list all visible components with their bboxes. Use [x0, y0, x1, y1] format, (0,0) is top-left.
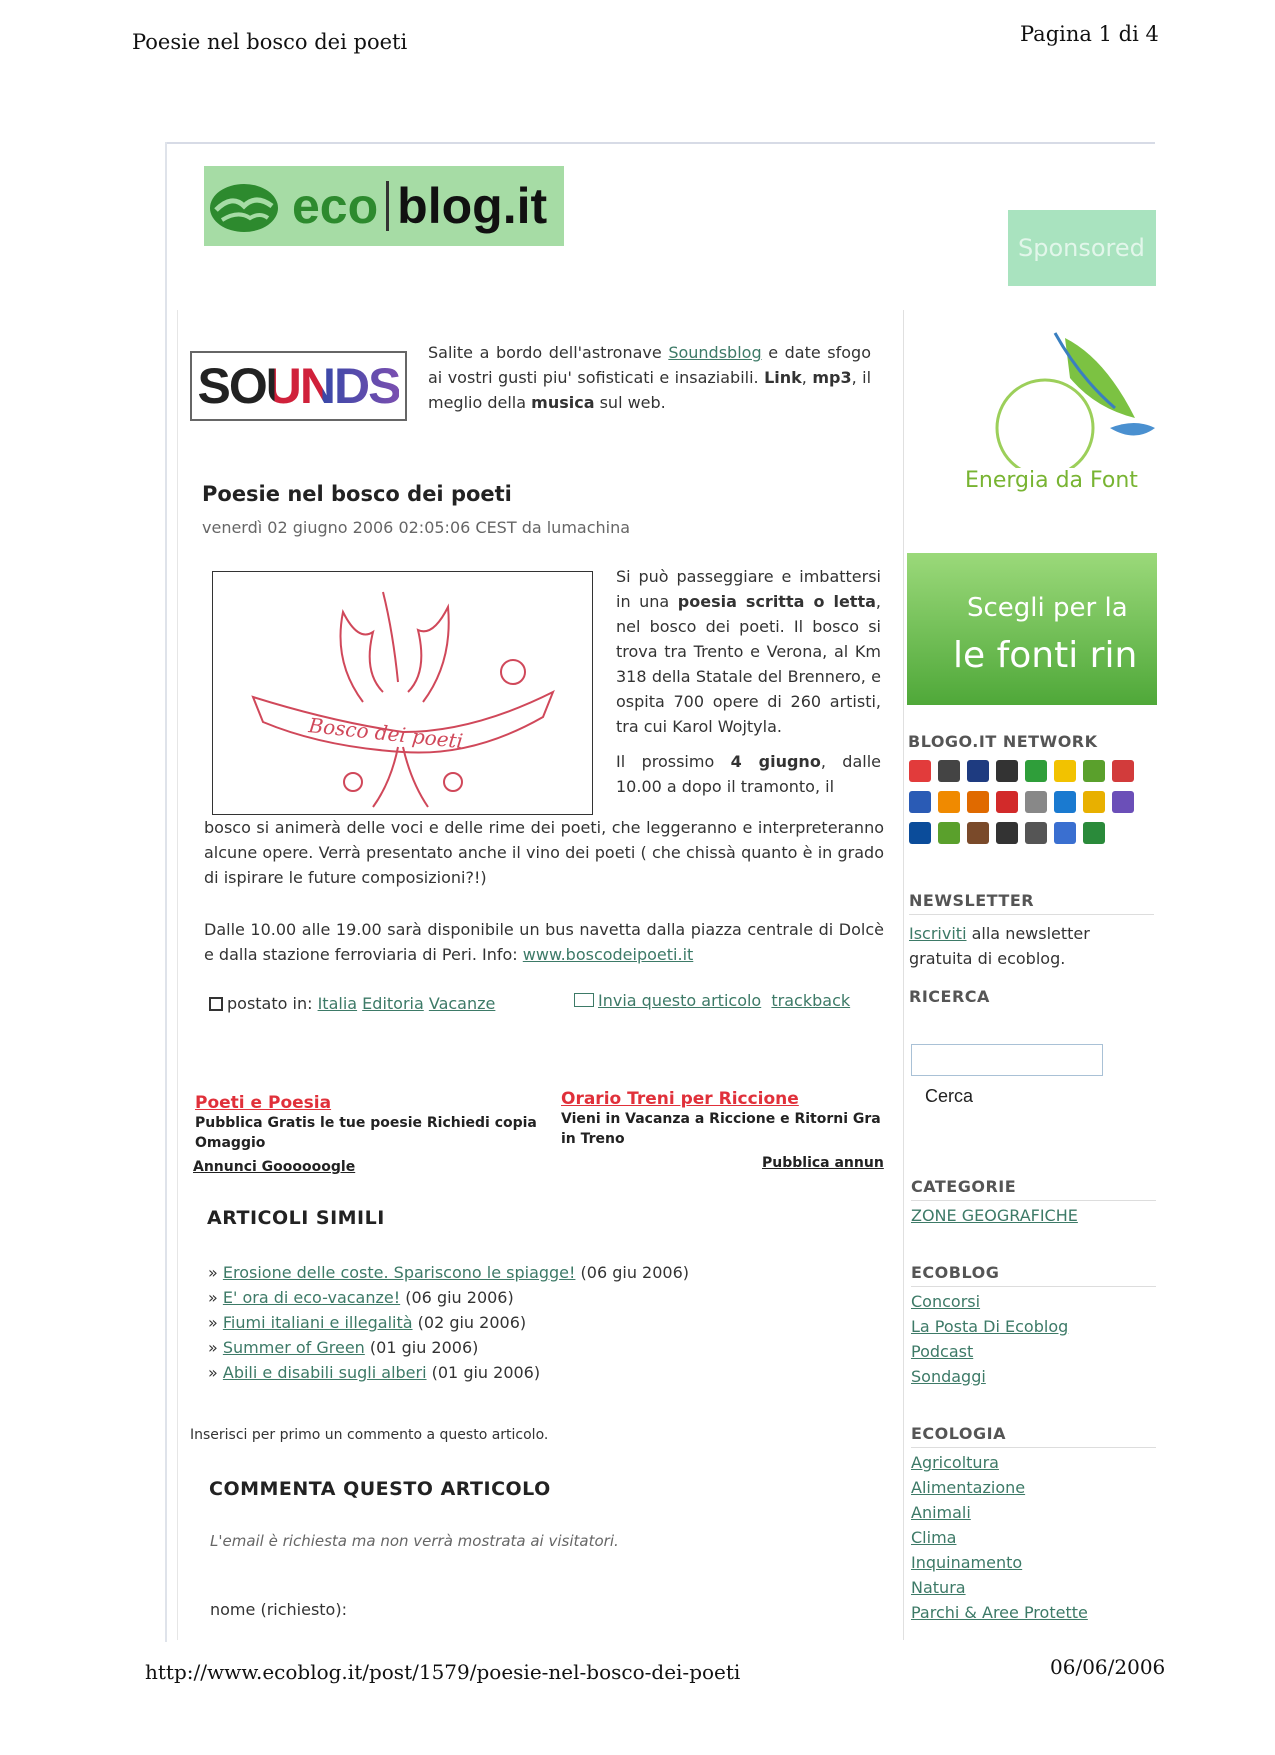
ecoblog-section	[911, 1263, 1156, 1389]
similar-date: (06 giu 2006)	[580, 1263, 690, 1282]
box-icon	[209, 997, 223, 1011]
ad-left-title[interactable]: Poeti e Poesia	[195, 1093, 332, 1113]
tag-vacanze[interactable]: Vacanze	[428, 994, 496, 1013]
category-link[interactable]: ZONE GEOGRAFICHE	[911, 1206, 1078, 1225]
sounds-bold-musica: musica	[531, 393, 595, 412]
blogo-network-icon[interactable]	[1054, 822, 1076, 844]
send-mail-icon	[574, 993, 594, 1007]
blogo-network-icon[interactable]	[909, 791, 931, 813]
similar-link[interactable]: Erosione delle coste. Spariscono le spiagge!	[222, 1263, 576, 1282]
blogo-network-icon[interactable]	[938, 791, 960, 813]
article-image	[212, 571, 593, 815]
article-body-p2: bosco si animerà delle voci e delle rime dei poeti, che leggeranno e interpreteranno alcune opere. Verrà presentato anche il vino dei poeti ( che chissà quanto è in grado di ispirare le future composizioni?!)	[204, 818, 884, 887]
list-item: » Abili e disabili sugli alberi (01 giu 2006)	[208, 1363, 541, 1382]
p1-bold: poesia scritta o letta	[677, 592, 876, 611]
article-title[interactable]: Poesie nel bosco dei poeti	[202, 482, 512, 506]
p3-text: Dalle 10.00 alle 19.00 sarà disponibile un bus navetta dalla piazza centrale di Dolcè e dalla stazione ferroviaria di Peri. Info:	[204, 920, 884, 964]
similar-date: (01 giu 2006)	[369, 1338, 479, 1357]
list-item: » Fiumi italiani e illegalità (02 giu 2006)	[208, 1313, 527, 1332]
blogo-network-icon[interactable]	[1083, 760, 1105, 782]
tag-editoria[interactable]: Editoria	[362, 994, 424, 1013]
fonti-banner-line1: Scegli per la	[967, 593, 1128, 623]
site-logo[interactable]	[204, 166, 564, 246]
search-button[interactable]: Cerca	[925, 1086, 974, 1106]
logo-eco-text: eco	[292, 178, 379, 234]
p2-text-a: Il prossimo	[616, 752, 731, 771]
tag-italia[interactable]: Italia	[317, 994, 358, 1013]
ecoblog-link[interactable]: Podcast	[911, 1342, 974, 1361]
page-frame-top	[165, 142, 1155, 144]
sounds-bold-mp3: mp3	[812, 368, 852, 387]
ecoblog-link[interactable]: La Posta Di Ecoblog	[911, 1317, 1069, 1336]
blogo-network-icon[interactable]	[1025, 822, 1047, 844]
sounds-text-d: sul web.	[594, 393, 666, 412]
logo-divider	[386, 181, 389, 231]
blogo-network-icon[interactable]	[967, 822, 989, 844]
blogo-network-icon[interactable]	[1083, 791, 1105, 813]
sounds-logo[interactable]	[190, 351, 407, 421]
fonti-banner-line2: le fonti rin	[953, 635, 1138, 676]
ad-right-title[interactable]: Orario Treni per Riccione	[561, 1089, 799, 1109]
network-section	[908, 732, 1098, 751]
blogo-network-icon[interactable]	[909, 822, 931, 844]
search-title: RICERCA	[909, 987, 990, 1006]
similar-date: (06 giu 2006)	[405, 1288, 514, 1307]
print-header-page: Pagina 1 di 4	[1020, 22, 1159, 46]
ad-left[interactable]	[195, 1093, 550, 1153]
ecologia-title: ECOLOGIA	[911, 1424, 1006, 1443]
categorie-section	[911, 1177, 1156, 1228]
newsletter-section	[909, 891, 1154, 971]
network-icons	[909, 760, 1159, 853]
posted-label: postato in:	[227, 994, 318, 1013]
soundsblog-link[interactable]: Soundsblog	[668, 343, 762, 362]
list-item: » Erosione delle coste. Spariscono le spiagge! (06 giu 2006)	[208, 1263, 690, 1282]
blogo-network-icon[interactable]	[996, 760, 1018, 782]
ecoblog-link[interactable]: Concorsi	[911, 1292, 981, 1311]
blogo-network-icon[interactable]	[996, 791, 1018, 813]
sounds-sep: ,	[801, 368, 813, 387]
list-item: » Summer of Green (01 giu 2006)	[208, 1338, 479, 1357]
posted-in	[209, 994, 495, 1013]
ecologia-link[interactable]: Agricoltura	[911, 1453, 999, 1472]
ad-right[interactable]	[561, 1089, 887, 1149]
sounds-text-b: e date sfogo ai vostri gusti piu' sofisticati e insaziabili.	[428, 343, 872, 387]
print-header-title: Poesie nel bosco dei poeti	[132, 30, 408, 54]
blogo-network-icon[interactable]	[1112, 791, 1134, 813]
blogo-network-icon[interactable]	[1025, 791, 1047, 813]
sidebar-divider	[903, 310, 904, 1640]
publish-ad-link[interactable]: Pubblica annun	[762, 1155, 884, 1171]
name-field-label: nome (richiesto):	[210, 1600, 347, 1619]
bosco-dei-poeti-drawing	[213, 572, 592, 814]
post-actions	[574, 991, 850, 1010]
energia-banner[interactable]	[905, 318, 1157, 558]
ecoblog-title: ECOBLOG	[911, 1263, 1000, 1282]
blogo-network-icon[interactable]	[1083, 822, 1105, 844]
ecologia-link[interactable]: Clima	[911, 1528, 957, 1547]
similar-date: (02 giu 2006)	[417, 1313, 527, 1332]
sounds-logo-text: SOUNDS	[197, 358, 400, 414]
article-body-p2-start	[616, 749, 881, 799]
similar-link[interactable]: Fiumi italiani e illegalità	[222, 1313, 413, 1332]
blogo-network-icon[interactable]	[938, 822, 960, 844]
ecologia-section	[911, 1424, 1156, 1625]
ecologia-link[interactable]: Alimentazione	[911, 1478, 1026, 1497]
sounds-text-a: Salite a bordo dell'astronave	[428, 343, 669, 362]
sounds-promo-text	[428, 340, 871, 415]
blogo-network-icon[interactable]	[967, 791, 989, 813]
p2-bold: 4 giugno	[730, 752, 821, 771]
blogo-network-icon[interactable]	[909, 760, 931, 782]
ecologia-rule	[911, 1447, 1156, 1448]
bird-logo-icon	[204, 176, 284, 236]
energia-banner-text: Energia da Font	[965, 468, 1138, 493]
similar-articles-list	[208, 1260, 689, 1385]
categorie-rule	[911, 1200, 1156, 1201]
ecologia-link[interactable]: Natura	[911, 1578, 966, 1597]
sounds-text-c: , il meglio della	[428, 368, 872, 412]
similar-link[interactable]: E' ora di eco-vacanze!	[222, 1288, 401, 1307]
blogo-network-icon[interactable]	[967, 760, 989, 782]
similar-date: (01 giu 2006)	[431, 1363, 541, 1382]
sounds-bold-link: Link	[764, 368, 802, 387]
print-footer-url: http://www.ecoblog.it/post/1579/poesie-nel-bosco-dei-poeti	[145, 1660, 741, 1684]
print-footer-date: 06/06/2006	[1050, 1655, 1166, 1679]
newsletter-text	[909, 921, 1149, 971]
ecologia-link[interactable]: Animali	[911, 1503, 971, 1522]
similar-link[interactable]: Abili e disabili sugli alberi	[222, 1363, 427, 1382]
comment-section-title: COMMENTA QUESTO ARTICOLO	[209, 1478, 551, 1500]
blogo-network-icon[interactable]	[1054, 760, 1076, 782]
blogo-network-icon[interactable]	[938, 760, 960, 782]
send-article-link[interactable]: Invia questo articolo	[598, 991, 762, 1010]
categorie-title: CATEGORIE	[911, 1177, 1017, 1196]
p2-text-c: , dalle 10.00 a dopo il tramonto, il	[616, 752, 881, 796]
page-frame-left	[165, 142, 167, 1642]
ecologia-link[interactable]: Inquinamento	[911, 1553, 1023, 1572]
article-body-p3	[204, 917, 884, 967]
trackback-link[interactable]: trackback	[771, 991, 851, 1010]
ad-right-text: Vieni in Vacanza a Riccione e Ritorni Gra in Treno	[561, 1111, 881, 1147]
blogo-network-icon[interactable]	[1054, 791, 1076, 813]
blogo-network-icon[interactable]	[996, 822, 1018, 844]
image-caption-text: Bosco dei poeti	[307, 713, 465, 754]
search-input[interactable]	[911, 1044, 1103, 1076]
p1-text-a: Si può passeggiare e imbattersi in una	[616, 567, 881, 611]
list-item: » E' ora di eco-vacanze! (06 giu 2006)	[208, 1288, 514, 1307]
article-meta: venerdì 02 giugno 2006 02:05:06 CEST da lumachina	[202, 518, 631, 537]
p1-text-c: , nel bosco dei poeti. Il bosco si trova tra Trento e Verona, al Km 318 della Statale del Brennero, e ospita 700 opere di 260 artisti, tra cui Karol Wojtyla.	[616, 592, 881, 736]
newsletter-desc: alla newsletter gratuita di ecoblog.	[909, 924, 1090, 968]
email-note: L'email è richiesta ma non verrà mostrata ai visitatori.	[210, 1532, 619, 1550]
boscodeipoeti-link[interactable]: www.boscodeipoeti.it	[522, 945, 694, 964]
similar-articles-title: ARTICOLI SIMILI	[207, 1207, 385, 1229]
first-comment-note: Inserisci per primo un commento a questo articolo.	[190, 1427, 549, 1443]
content-left-rule	[177, 310, 178, 1640]
fonti-rinnovabili-banner[interactable]	[907, 553, 1157, 705]
ad-left-text: Pubblica Gratis le tue poesie Richiedi copia Omaggio	[195, 1115, 537, 1151]
leaf-logo-icon	[905, 318, 1157, 468]
similar-link[interactable]: Summer of Green	[222, 1338, 365, 1357]
article-body-p1	[616, 564, 881, 799]
blogo-network-icon[interactable]	[1112, 760, 1134, 782]
newsletter-subscribe-link[interactable]: Iscriviti	[909, 924, 967, 943]
ecoblog-link[interactable]: Sondaggi	[911, 1367, 986, 1386]
blogo-network-icon[interactable]	[1025, 760, 1047, 782]
ecologia-link[interactable]: Parchi & Aree Protette	[911, 1603, 1088, 1622]
ads-by-google[interactable]: Annunci Goooooogle	[193, 1159, 356, 1175]
newsletter-rule	[909, 914, 1154, 915]
logo-blog-text: blog.it	[397, 178, 548, 234]
search-section	[909, 987, 990, 1006]
newsletter-title: NEWSLETTER	[909, 891, 1035, 910]
ecoblog-rule	[911, 1286, 1156, 1287]
network-title: BLOGO.IT NETWORK	[908, 732, 1098, 751]
sponsored-banner[interactable]: Sponsored	[1008, 210, 1156, 286]
